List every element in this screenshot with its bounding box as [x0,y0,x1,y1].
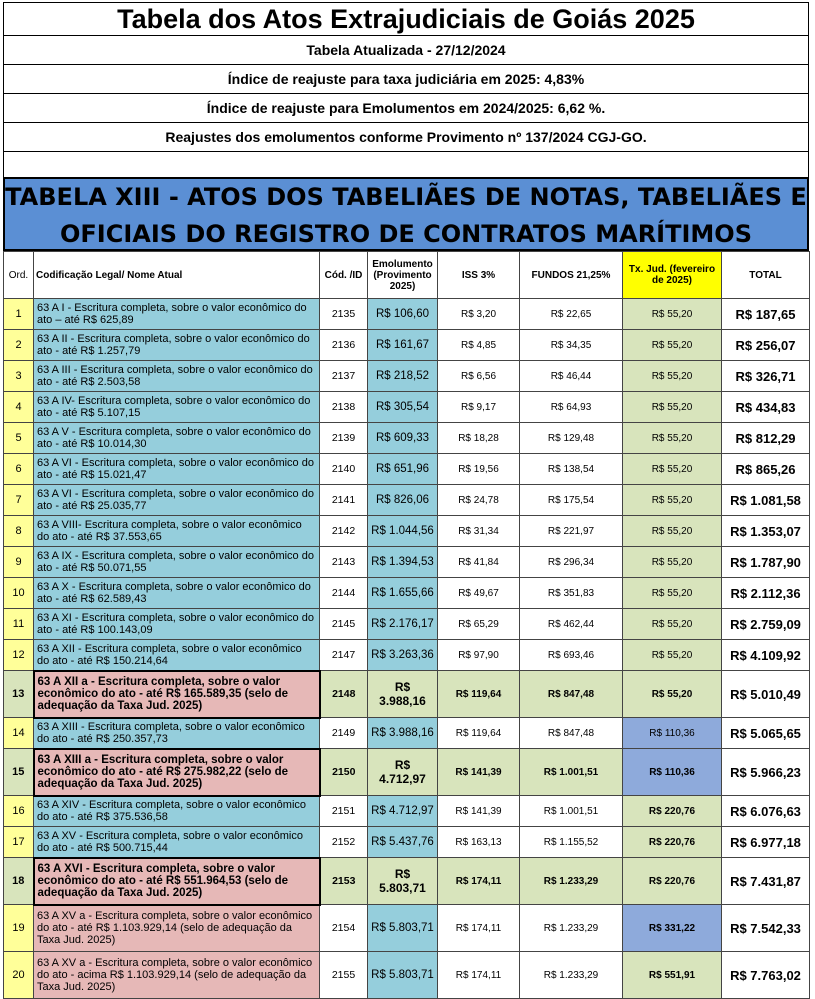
row-total: R$ 1.787,90 [722,547,810,578]
row-emolument: R$ 106,60 [368,299,438,330]
row-emolument: R$ 5.803,71 [368,858,438,905]
table-row [4,671,810,718]
row-name: 63 A XIV - Escritura completa, sobre o valor econômico do ato - até R$ 375.536,58 [34,796,320,827]
row-code: 2140 [320,454,368,485]
row-name: 63 A I - Escritura completa, sobre o valor econômico do ato – até R$ 625,89 [34,299,320,330]
row-judicial-fee: R$ 55,20 [623,640,722,671]
row-judicial-fee: R$ 110,36 [623,718,722,749]
row-total: R$ 5.010,49 [722,671,810,718]
row-iss: R$ 65,29 [438,609,520,640]
row-iss: R$ 174,11 [438,952,520,999]
table-row [4,796,810,827]
row-emolument: R$ 826,06 [368,485,438,516]
row-name: 63 A XII - Escritura completa, sobre o valor econômico do ato - até R$ 150.214,64 [34,640,320,671]
row-iss: R$ 119,64 [438,671,520,718]
table-row [4,952,810,999]
row-name: 63 A IX - Escritura completa, sobre o valor econômico do ato - até R$ 50.071,55 [34,547,320,578]
row-emolument: R$ 2.176,17 [368,609,438,640]
row-code: 2148 [320,671,368,718]
row-name: 63 A XVI - Escritura completa, sobre o valor econômico do ato - até R$ 551.964,53 (selo de adequação da Taxa Jud. 2025) [34,858,320,905]
judicial-index: Índice de reajuste para taxa judiciária em 2025: 4,83% [3,64,809,93]
row-code: 2155 [320,952,368,999]
row-iss: R$ 6,56 [438,361,520,392]
col-header-ord: Ord. [4,252,34,299]
row-funds: R$ 129,48 [520,423,623,454]
row-total: R$ 434,83 [722,392,810,423]
row-name: 63 A XII a - Escritura completa, sobre o valor econômico do ato - até R$ 165.589,35 (selo de adequação da Taxa Jud. 2025) [34,671,320,718]
row-funds: R$ 351,83 [520,578,623,609]
blank-row [3,151,809,177]
row-iss: R$ 19,56 [438,454,520,485]
row-code: 2136 [320,330,368,361]
table-row [4,392,810,423]
col-header-total: TOTAL [722,252,810,299]
row-total: R$ 7.542,33 [722,905,810,952]
row-funds: R$ 138,54 [520,454,623,485]
row-iss: R$ 3,20 [438,299,520,330]
row-name: 63 A VIII- Escritura completa, sobre o valor econômico do ato - até R$ 37.553,65 [34,516,320,547]
row-funds: R$ 847,48 [520,671,623,718]
row-judicial-fee: R$ 55,20 [623,485,722,516]
row-ord: 11 [4,609,34,640]
table-row [4,547,810,578]
row-judicial-fee: R$ 110,36 [623,749,722,796]
row-total: R$ 256,07 [722,330,810,361]
row-ord: 2 [4,330,34,361]
col-header-emolument: Emolumento (Provimento 2025) [368,252,438,299]
table-row [4,827,810,858]
row-code: 2138 [320,392,368,423]
row-ord: 14 [4,718,34,749]
row-funds: R$ 462,44 [520,609,623,640]
row-code: 2149 [320,718,368,749]
col-header-judicial-fee: Tx. Jud. (fevereiro de 2025) [623,252,722,299]
row-judicial-fee: R$ 55,20 [623,423,722,454]
row-name: 63 A VI - Escritura completa, sobre o valor econômico do ato - até R$ 25.035,77 [34,485,320,516]
row-judicial-fee: R$ 55,20 [623,609,722,640]
fees-index: Índice de reajuste para Emolumentos em 2024/2025: 6,62 %. [3,93,809,122]
row-name: 63 A XI - Escritura completa, sobre o valor econômico do ato - até R$ 100.143,09 [34,609,320,640]
row-funds: R$ 693,46 [520,640,623,671]
row-ord: 7 [4,485,34,516]
row-total: R$ 2.759,09 [722,609,810,640]
row-judicial-fee: R$ 55,20 [623,547,722,578]
row-emolument: R$ 5.437,76 [368,827,438,858]
fee-table-sheet [3,2,809,999]
row-iss: R$ 119,64 [438,718,520,749]
row-funds: R$ 296,34 [520,547,623,578]
col-header-code: Cód. /ID [320,252,368,299]
row-ord: 9 [4,547,34,578]
row-ord: 6 [4,454,34,485]
row-funds: R$ 1.001,51 [520,749,623,796]
row-code: 2145 [320,609,368,640]
row-iss: R$ 41,84 [438,547,520,578]
row-emolument: R$ 161,67 [368,330,438,361]
row-code: 2150 [320,749,368,796]
row-iss: R$ 49,67 [438,578,520,609]
page-title: Tabela dos Atos Extrajudiciais de Goiás 2025 [3,2,809,35]
row-code: 2142 [320,516,368,547]
row-emolument: R$ 305,54 [368,392,438,423]
row-judicial-fee: R$ 55,20 [623,516,722,547]
row-ord: 19 [4,905,34,952]
row-judicial-fee: R$ 55,20 [623,671,722,718]
table-row [4,609,810,640]
row-emolument: R$ 651,96 [368,454,438,485]
row-iss: R$ 174,11 [438,905,520,952]
row-funds: R$ 1.001,51 [520,796,623,827]
row-total: R$ 4.109,92 [722,640,810,671]
row-code: 2135 [320,299,368,330]
col-header-funds: FUNDOS 21,25% [520,252,623,299]
row-total: R$ 6.076,63 [722,796,810,827]
row-ord: 4 [4,392,34,423]
row-total: R$ 7.763,02 [722,952,810,999]
table-row [4,578,810,609]
table-row [4,299,810,330]
col-header-name: Codificação Legal/ Nome Atual [34,252,320,299]
table-row [4,485,810,516]
row-emolument: R$ 4.712,97 [368,796,438,827]
row-code: 2152 [320,827,368,858]
row-emolument: R$ 5.803,71 [368,905,438,952]
row-emolument: R$ 5.803,71 [368,952,438,999]
row-funds: R$ 22,65 [520,299,623,330]
row-total: R$ 1.353,07 [722,516,810,547]
row-emolument: R$ 1.655,66 [368,578,438,609]
row-emolument: R$ 3.263,36 [368,640,438,671]
banner-line-1: TABELA XIII - ATOS DOS TABELIÃES DE NOTAS, TABELIÃES E [5,183,807,211]
row-code: 2154 [320,905,368,952]
row-ord: 3 [4,361,34,392]
row-funds: R$ 1.155,52 [520,827,623,858]
row-iss: R$ 163,13 [438,827,520,858]
row-ord: 18 [4,858,34,905]
row-emolument: R$ 1.044,56 [368,516,438,547]
row-total: R$ 5.065,65 [722,718,810,749]
row-judicial-fee: R$ 55,20 [623,392,722,423]
row-funds: R$ 175,54 [520,485,623,516]
row-ord: 13 [4,671,34,718]
row-name: 63 A VI - Escritura completa, sobre o valor econômico do ato - até R$ 15.021,47 [34,454,320,485]
row-total: R$ 187,65 [722,299,810,330]
row-ord: 5 [4,423,34,454]
row-emolument: R$ 3.988,16 [368,718,438,749]
row-iss: R$ 9,17 [438,392,520,423]
table-row [4,330,810,361]
row-judicial-fee: R$ 551,91 [623,952,722,999]
row-name: 63 A XV a - Escritura completa, sobre o valor econômico do ato - acima R$ 1.103.929,14 (selo de adequação da Taxa Jud. 2025) [34,952,320,999]
row-funds: R$ 221,97 [520,516,623,547]
row-funds: R$ 1.233,29 [520,952,623,999]
row-funds: R$ 46,44 [520,361,623,392]
row-name: 63 A III - Escritura completa, sobre o valor econômico do ato - até R$ 2.503,58 [34,361,320,392]
row-judicial-fee: R$ 55,20 [623,578,722,609]
row-total: R$ 1.081,58 [722,485,810,516]
col-header-iss: ISS 3% [438,252,520,299]
row-ord: 12 [4,640,34,671]
row-total: R$ 2.112,36 [722,578,810,609]
row-funds: R$ 1.233,29 [520,858,623,905]
table-row [4,454,810,485]
row-total: R$ 6.977,18 [722,827,810,858]
row-emolument: R$ 1.394,53 [368,547,438,578]
row-ord: 8 [4,516,34,547]
row-iss: R$ 24,78 [438,485,520,516]
row-judicial-fee: R$ 55,20 [623,299,722,330]
fee-table [3,251,810,999]
table-row [4,905,810,952]
row-ord: 1 [4,299,34,330]
row-name: 63 A XIII - Escritura completa, sobre o valor econômico do ato - até R$ 250.357,73 [34,718,320,749]
row-total: R$ 5.966,23 [722,749,810,796]
row-code: 2139 [320,423,368,454]
row-ord: 15 [4,749,34,796]
table-row [4,858,810,905]
row-emolument: R$ 3.988,16 [368,671,438,718]
row-code: 2147 [320,640,368,671]
row-judicial-fee: R$ 55,20 [623,361,722,392]
row-total: R$ 812,29 [722,423,810,454]
row-funds: R$ 847,48 [520,718,623,749]
row-code: 2137 [320,361,368,392]
row-name: 63 A XV - Escritura completa, sobre o valor econômico do ato - até R$ 500.715,44 [34,827,320,858]
row-iss: R$ 18,28 [438,423,520,454]
row-funds: R$ 34,35 [520,330,623,361]
row-iss: R$ 97,90 [438,640,520,671]
table-row [4,423,810,454]
row-name: 63 A X - Escritura completa, sobre o valor econômico do ato - até R$ 62.589,43 [34,578,320,609]
row-emolument: R$ 218,52 [368,361,438,392]
row-name: 63 A IV- Escritura completa, sobre o valor econômico do ato - até R$ 5.107,15 [34,392,320,423]
row-iss: R$ 141,39 [438,749,520,796]
section-banner [3,177,809,251]
row-judicial-fee: R$ 55,20 [623,330,722,361]
row-funds: R$ 1.233,29 [520,905,623,952]
row-funds: R$ 64,93 [520,392,623,423]
table-row [4,361,810,392]
row-judicial-fee: R$ 220,76 [623,827,722,858]
row-ord: 16 [4,796,34,827]
table-header-row [4,252,810,299]
row-judicial-fee: R$ 220,76 [623,796,722,827]
table-row [4,640,810,671]
row-code: 2153 [320,858,368,905]
row-name: 63 A V - Escritura completa, sobre o valor econômico do ato - até R$ 10.014,30 [34,423,320,454]
row-ord: 10 [4,578,34,609]
row-name: 63 A II - Escritura completa, sobre o valor econômico do ato - até R$ 1.257,79 [34,330,320,361]
banner-line-2: OFICIAIS DO REGISTRO DE CONTRATOS MARÍTIMOS [60,220,752,248]
row-ord: 17 [4,827,34,858]
row-total: R$ 326,71 [722,361,810,392]
row-emolument: R$ 4.712,97 [368,749,438,796]
table-row [4,718,810,749]
table-row [4,516,810,547]
row-judicial-fee: R$ 55,20 [623,454,722,485]
row-code: 2151 [320,796,368,827]
row-code: 2144 [320,578,368,609]
row-total: R$ 865,26 [722,454,810,485]
row-judicial-fee: R$ 220,76 [623,858,722,905]
row-name: 63 A XIII a - Escritura completa, sobre o valor econômico do ato - até R$ 275.982,22 (selo de adequação da Taxa Jud. 2025) [34,749,320,796]
row-total: R$ 7.431,87 [722,858,810,905]
row-ord: 20 [4,952,34,999]
row-iss: R$ 141,39 [438,796,520,827]
table-row [4,749,810,796]
provision-note: Reajustes dos emolumentos conforme Provimento nº 137/2024 CGJ-GO. [3,122,809,151]
row-name: 63 A XV a - Escritura completa, sobre o valor econômico do ato - até R$ 1.103.929,14 (selo de adequação da Taxa Jud. 2025) [34,905,320,952]
row-code: 2143 [320,547,368,578]
row-emolument: R$ 609,33 [368,423,438,454]
row-iss: R$ 174,11 [438,858,520,905]
row-code: 2141 [320,485,368,516]
row-iss: R$ 31,34 [438,516,520,547]
row-judicial-fee: R$ 331,22 [623,905,722,952]
updated-date: Tabela Atualizada - 27/12/2024 [3,35,809,64]
row-iss: R$ 4,85 [438,330,520,361]
